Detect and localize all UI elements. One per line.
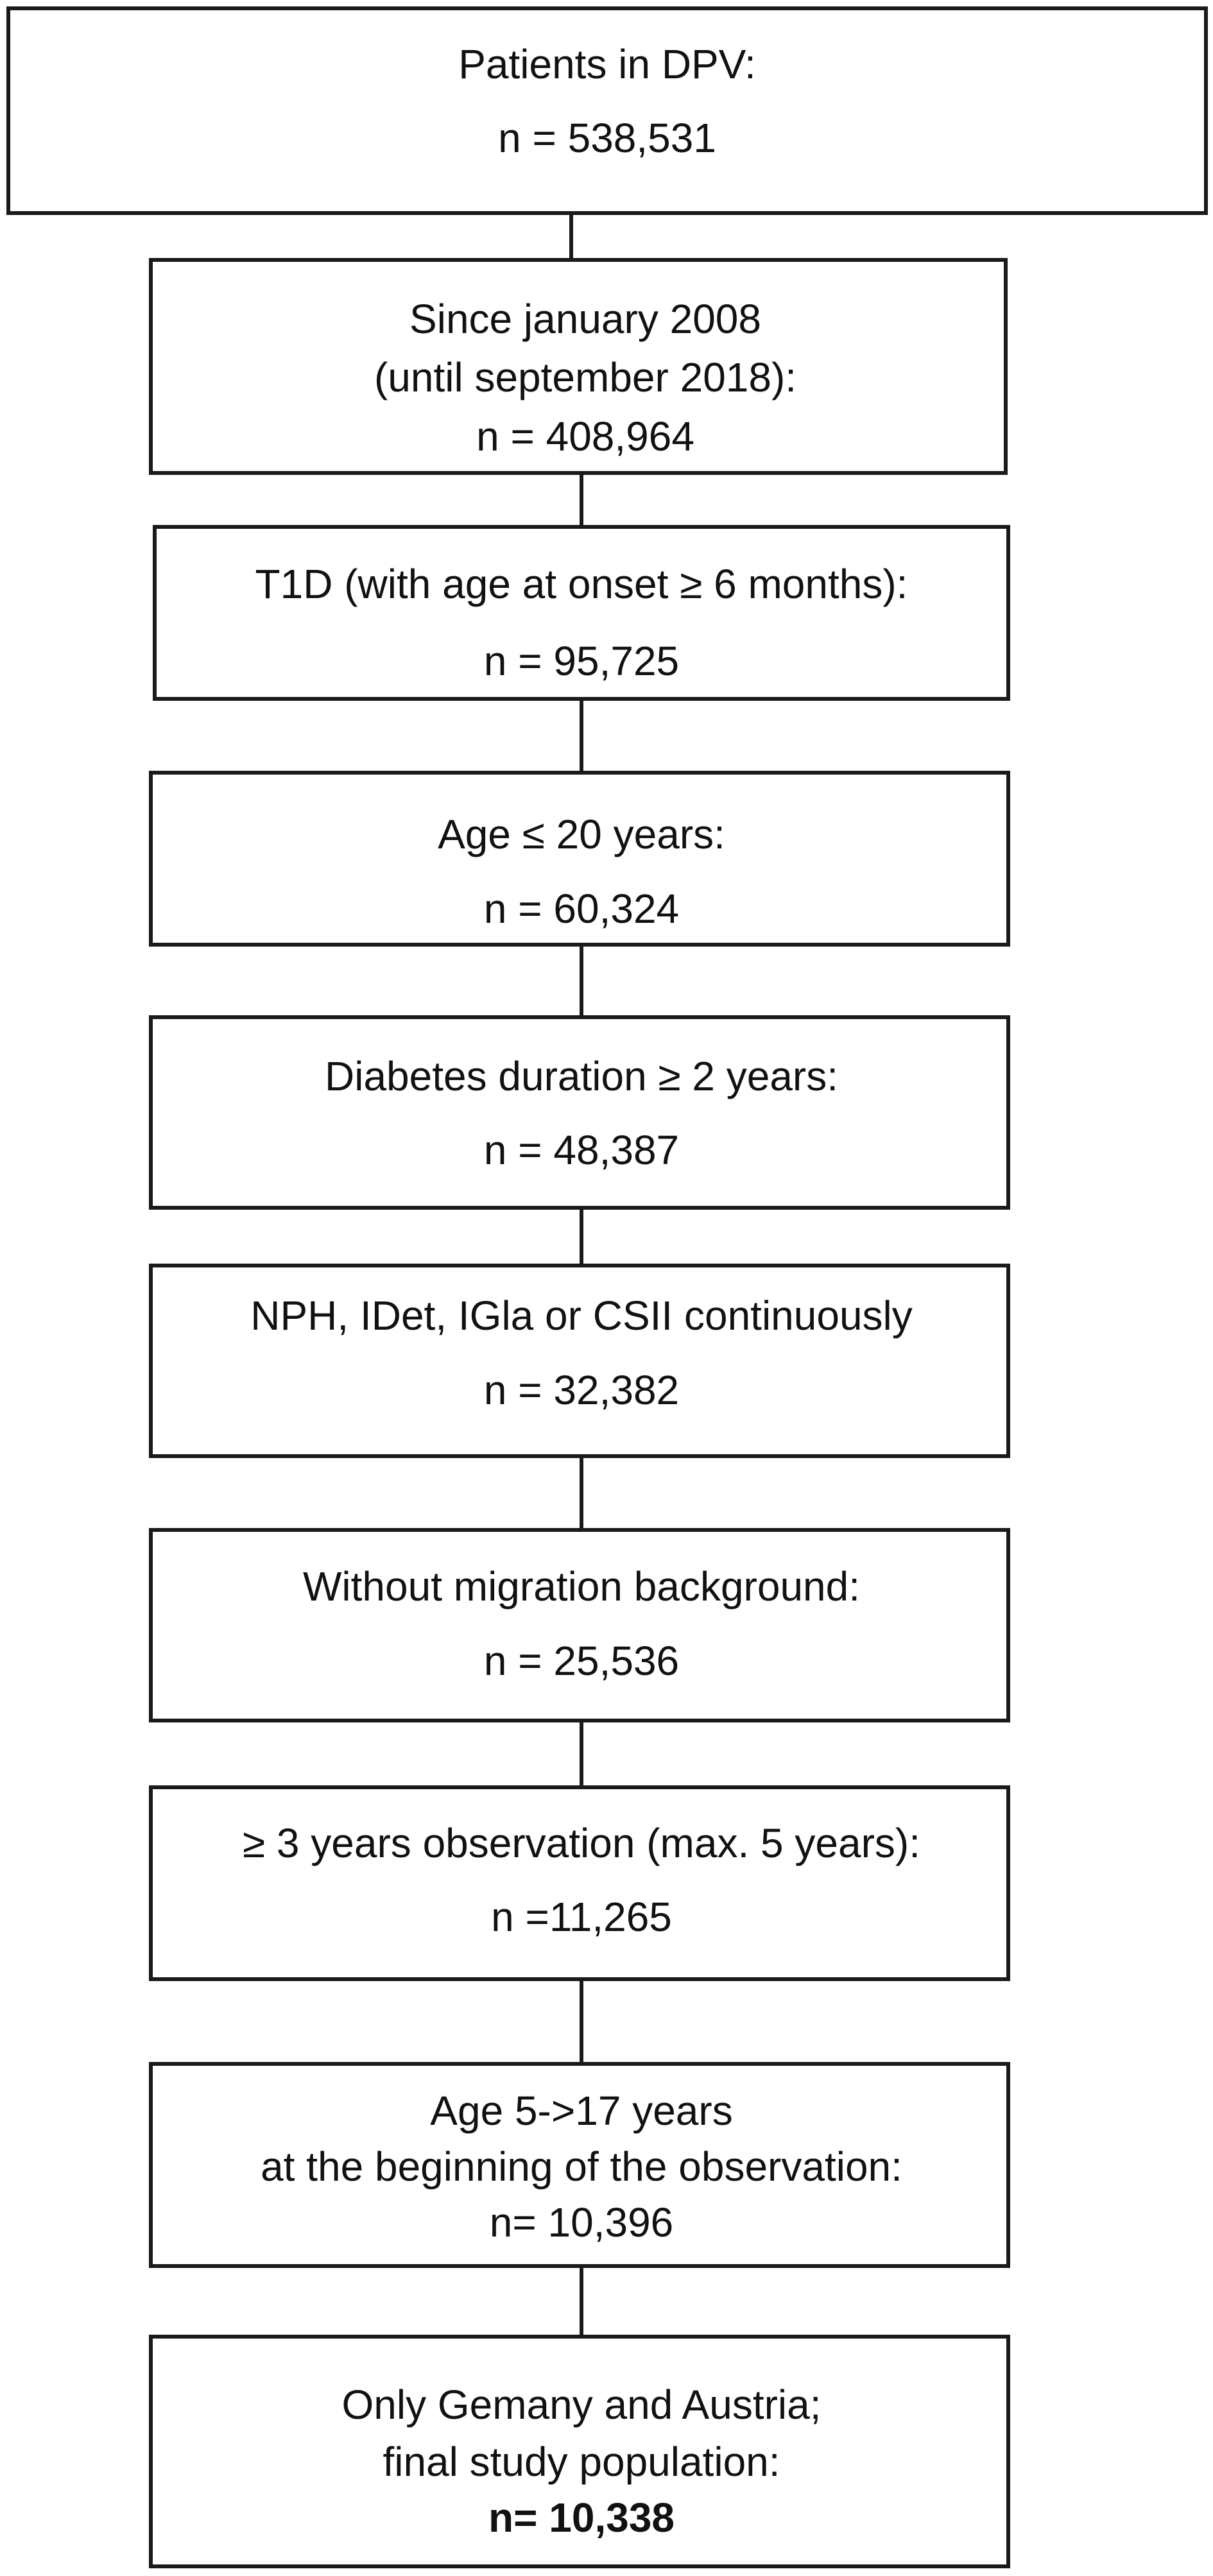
connector-8-9 (580, 1981, 583, 2062)
flow-box-diabetes-duration (149, 1015, 1010, 1210)
flow-box-9-line-1: Age 5->17 years (430, 2088, 733, 2134)
flow-box-2-line-2: (until september 2018): (374, 354, 797, 400)
flow-box-observation-years (149, 1785, 1010, 1981)
flow-box-4-line-1: Age ≤ 20 years: (438, 811, 725, 857)
flow-box-8-line-1: ≥ 3 years observation (max. 5 years): (243, 1820, 920, 1866)
flow-box-2-line-3: n = 408,964 (476, 413, 694, 459)
flow-box-9-line-3: n= 10,396 (489, 2199, 674, 2245)
connector-5-6 (580, 1210, 583, 1264)
flow-box-7-line-1: Without migration background: (303, 1563, 860, 1610)
flow-box-8-line-2: n =11,265 (491, 1894, 672, 1940)
connector-6-7 (580, 1458, 583, 1528)
flow-box-1-line-2: n = 538,531 (498, 115, 716, 161)
flow-box-migration-background (149, 1528, 1010, 1722)
flow-box-3-line-1: T1D (with age at onset ≥ 6 months): (255, 561, 908, 607)
flow-box-6-line-2: n = 32,382 (483, 1367, 680, 1413)
flow-box-6-line-1: NPH, IDet, IGla or CSII continuously (250, 1292, 913, 1339)
flow-box-10-line-2: final study population: (383, 2439, 780, 2485)
flow-box-patients-in-dpv (6, 6, 1208, 215)
flow-box-7-line-2: n = 25,536 (483, 1638, 680, 1684)
connector-3-4 (580, 701, 583, 771)
connector-4-5 (580, 947, 583, 1015)
flow-box-10-line-1: Only Gemany and Austria; (341, 2382, 822, 2428)
flow-box-1-line-1: Patients in DPV: (458, 41, 756, 87)
flow-box-2-line-1: Since january 2008 (409, 296, 761, 342)
connector-2-3 (580, 475, 583, 525)
flow-box-10-line-3: n= 10,338 (488, 2494, 675, 2541)
flow-box-3-line-2: n = 95,725 (483, 638, 680, 684)
connector-7-8 (580, 1722, 583, 1785)
flow-box-4-line-2: n = 60,324 (483, 886, 680, 932)
flow-box-5-line-2: n = 48,387 (483, 1127, 680, 1173)
connector-1-2 (569, 215, 573, 258)
connector-9-10 (580, 2268, 583, 2335)
flow-box-5-line-1: Diabetes duration ≥ 2 years: (325, 1053, 838, 1099)
flow-box-9-line-2: at the beginning of the observation: (261, 2143, 902, 2190)
